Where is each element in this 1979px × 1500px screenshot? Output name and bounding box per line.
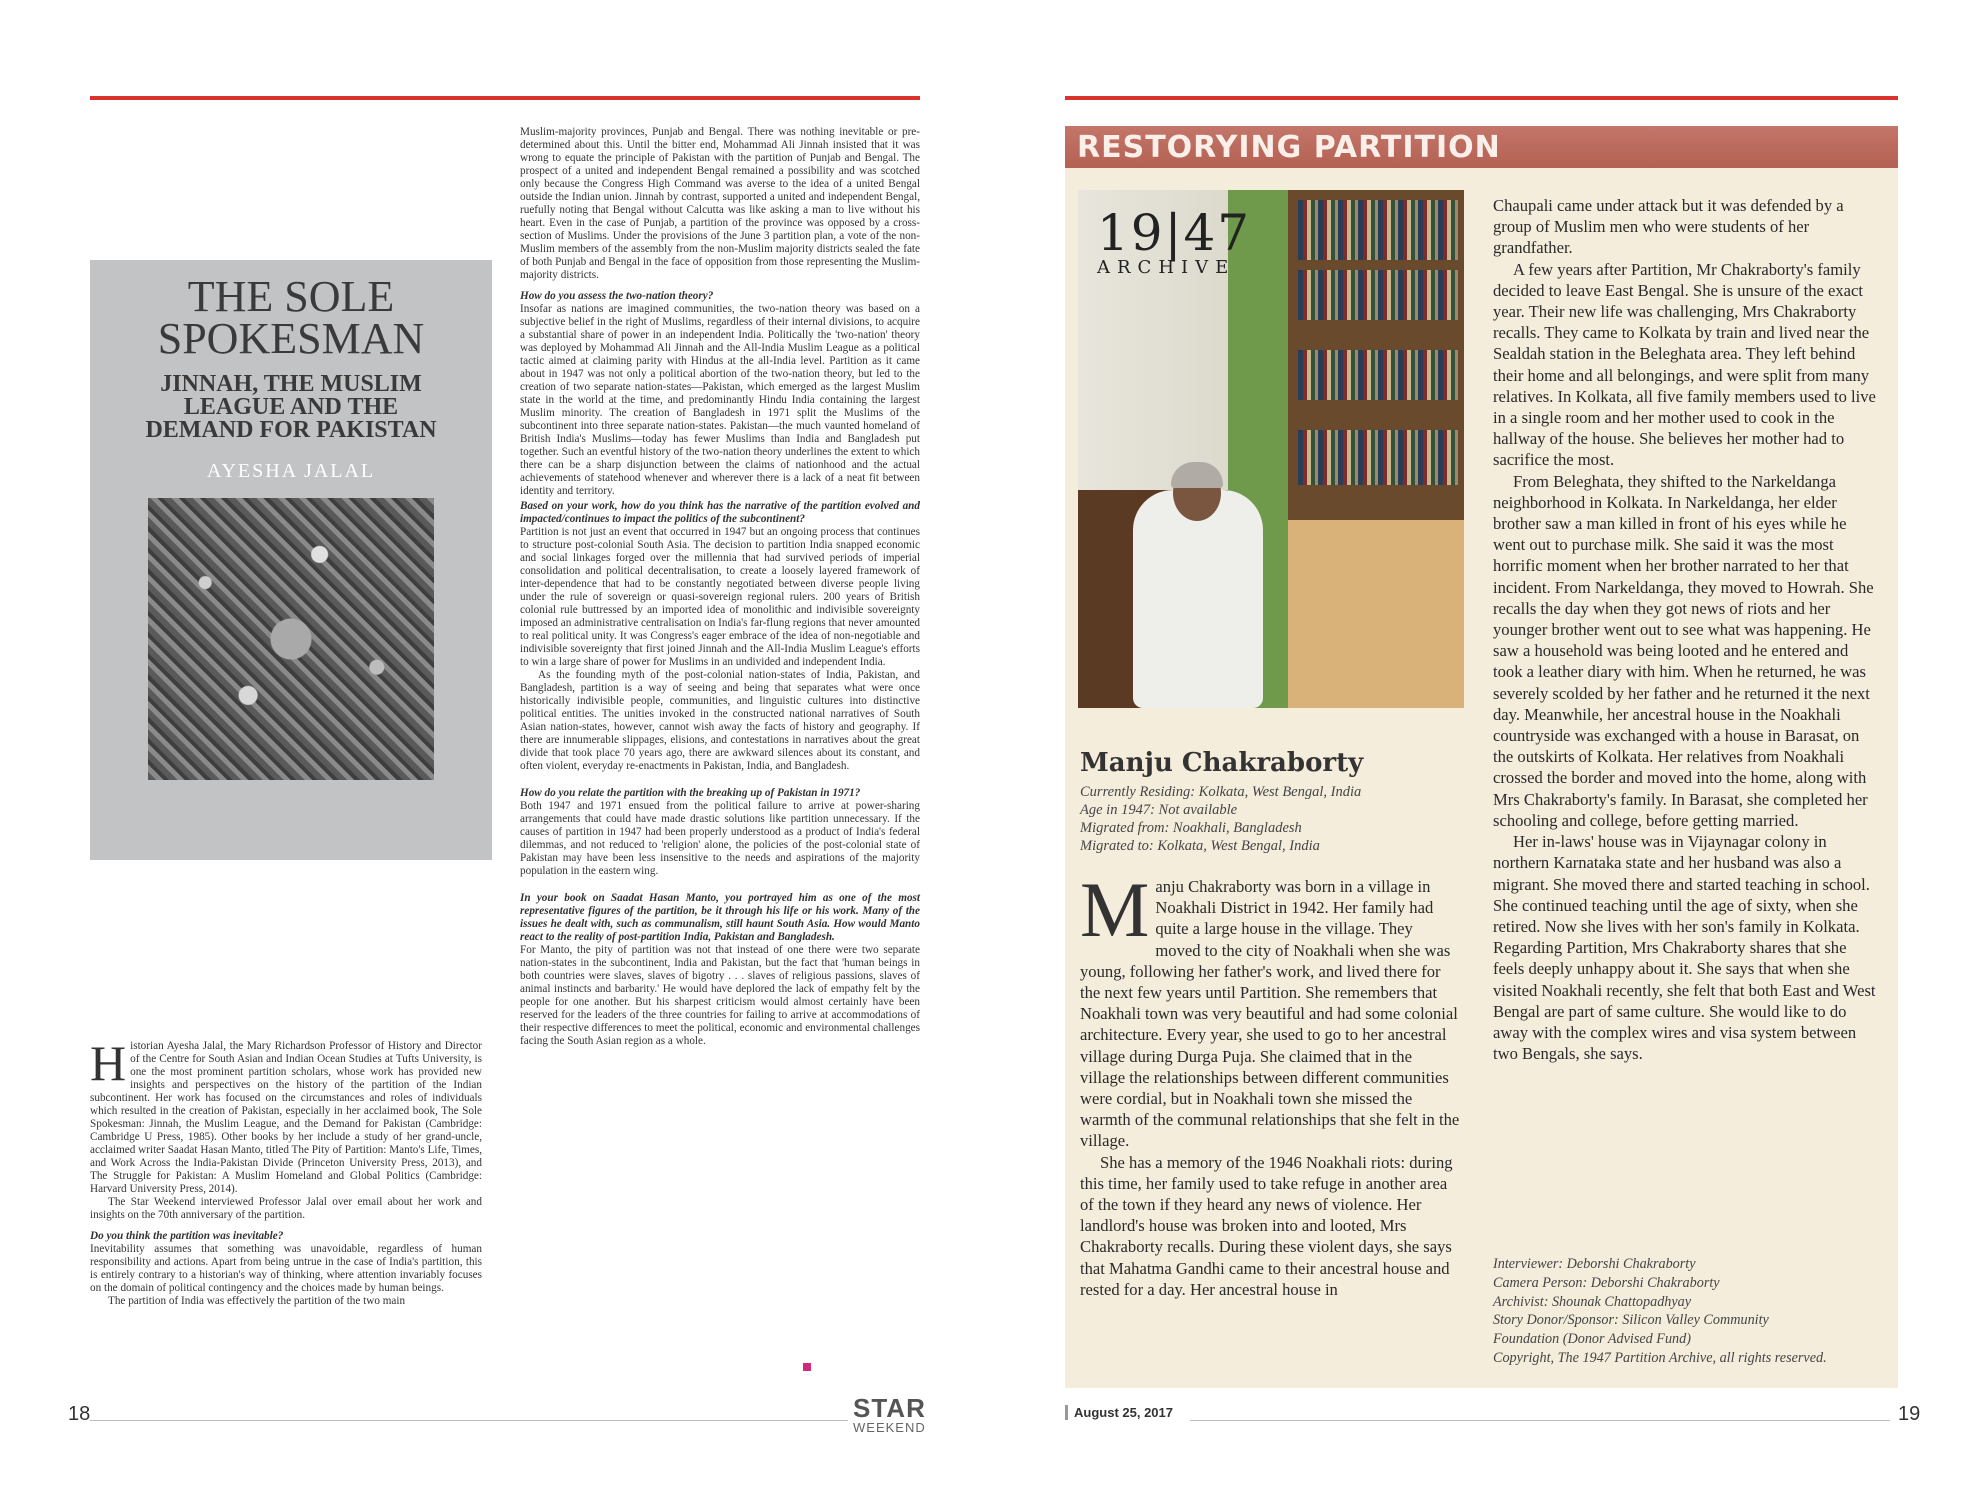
issue-date: August 25, 2017 — [1065, 1405, 1173, 1420]
answer-5: For Manto, the pity of partition was not that instead of one there were two separate nation-states in the subcontinent, India and Pakistan, but the fact that 'human beings in both countries were slaves, slaves of bigotry . . . slaves of religious passions, slaves of animal instincts and barbarity.' He would have deplored the lack of empathy felt by the people for one another. But his sharpest criticism would almost certainly have been reserved for the leaders of the three countries for failing to arrive at accommodations of their respective differences to meet the political, economic and environmental challenges facing the South Asian region as a whole. — [520, 944, 920, 1047]
answer-1: Inevitability assumes that something was unavoidable, regardless of human responsibility and actions. Apart from being untrue in the case of India's partition, this is entirely contrary to a historian's way of thinking, where attention invariably focuses on the domain of political contingency and the choices made by human beings. — [90, 1243, 482, 1294]
question-4: How do you relate the partition with the breaking up of Pakistan in 1971? — [520, 787, 861, 799]
meta-migrated-from: Migrated from: Noakhali, Bangladesh — [1080, 820, 1302, 836]
answer-1-continued: The partition of India was effectively the partition of the two main — [108, 1295, 406, 1307]
story-paragraph-1: anju Chakraborty was born in a village in Noakhali District in 1942. Her family had quite a large house in the village. They moved to the city of Noakhali when she was young, following her father's work, and lived there for the next few years until Partition. She remembers that Noakhali town was very beautiful and had some colonial architecture. Every year, she used to go to her ancestral village during Durga Puja. She claimed that in the village the relationships between different communities were cordial, but in Noakhali town she missed the warmth of the communal relationships that she felt in the village. — [1080, 877, 1460, 1151]
cover-photo — [148, 498, 434, 780]
meta-age: Age in 1947: Not available — [1080, 802, 1238, 818]
story-column-1 — [1080, 866, 1460, 1300]
footer-rule-right — [1190, 1420, 1890, 1421]
answer-3-continued: As the founding myth of the post-colonial nation-states of India, Pakistan, and Bangladesh, partition is a way of seeing and being that separates what were once historically indivisible people, communities, and linguistic cultures into distinctive political entities. The unities invoked in the constructed national narratives of South Asian nation-states, however, cannot wish away the facts of history and geography. If there are innumerable slippages, elisions, and contestations in narratives about the great divide that took place 70 years ago, there are awkward silences about its constant, and often violent, everyday re-enactments in Pakistan, India, and Bangladesh. — [520, 669, 920, 772]
weekend-logo: WEEKEND — [853, 1420, 926, 1435]
col2-paragraph-1: Muslim-majority provinces, Punjab and Bengal. There was nothing inevitable or pre-determined about this. Until the bitter end, Mohammad Ali Jinnah insisted that it was wrong to equate the principle of Pakistan with the partition of Punjab and Bengal. The prospect of a united and independent Bengal remained a possibility and was scotched only because the Congress High Command was averse to the idea of a united Bengal outside the Indian union. Jinnah by contrast, supported a united and independent Bengal, ruefully noting that Bengal without Calcutta was like asking a man to live without his heart. Even in the case of Punjab, a partition of the province was opposed by a cross-section of Muslims. Under the provisions of the June 3 partition plan, a vote of the non-Muslim members of the assembly from the non-Muslim majority districts sealed the fate of both Punjab and Bengal in the face of opposition from those representing the Muslim-majority districts. — [520, 126, 920, 281]
credit-camera: Camera Person: Deborshi Chakraborty — [1493, 1274, 1720, 1291]
question-5: In your book on Saadat Hasan Manto, you portrayed him as one of the most representative figures of the partition, be it through his life or his work. Many of the issues he dealt with, such as communalism, still haunt South Asia. How would Manto react to the reality of post-partition India, Pakistan and Bangladesh. — [520, 892, 920, 943]
dropcap-m: M — [1080, 866, 1150, 953]
credit-archivist: Archivist: Shounak Chattopadhyay — [1493, 1293, 1692, 1310]
credit-sponsor: Story Donor/Sponsor: Silicon Valley Community — [1493, 1312, 1769, 1329]
star-logo: STAR — [853, 1393, 926, 1423]
photo-books-row4 — [1298, 430, 1458, 485]
photo-books-row2 — [1298, 270, 1458, 320]
cover-subtitle-line2: LEAGUE AND THE — [183, 394, 399, 420]
logo-year-b: 47 — [1183, 204, 1252, 262]
article-column-2 — [520, 126, 920, 1048]
photo-person — [1133, 490, 1263, 708]
photo-books-row1 — [1298, 200, 1458, 260]
story-paragraph-4: A few years after Partition, Mr Chakraborty's family decided to leave East Bengal. She is unsure of the exact year. Their new life was challenging, Mrs Chakraborty recalls. They came to Kolkata by train and lived near the Sealdah station in the Beleghata area. They left behind their home and all belongings, and were split from many relatives. In Kolkata, all five family members used to live in a single room and her mother used to cook in the hallway of the house. She believes her mother had to sacrifice the most. — [1493, 259, 1876, 470]
article-column-1 — [90, 1035, 482, 1308]
credits — [1493, 1255, 1827, 1368]
logo-year-a: 19 — [1097, 204, 1165, 262]
section-banner — [1065, 126, 1898, 168]
footer-rule-left — [90, 1420, 848, 1421]
credit-interviewer: Interviewer: Deborshi Chakraborty — [1493, 1256, 1696, 1272]
story-paragraph-6: Her in-laws' house was in Vijaynagar colony in northern Karnataka state and her husband was also a migrant. She moved there and started teaching in school. She continued teaching until the age of sixty, when she retired. Now she lives with her son's family in Kolkata. Regarding Partition, Mrs Chakraborty shares that she feels deeply unhappy about it. She says that when she visited Noakhali recently, she felt that both East and West Bengal are part of same culture. She would like to do away with the complex wires and visa system between two Bengals, she says. — [1493, 832, 1876, 1064]
question-3: Based on your work, how do you think has the narrative of the partition evolved and impacted/continues to impact the politics of the subcontinent? — [520, 500, 920, 525]
dropcap-h: H — [90, 1035, 127, 1091]
top-rule-right — [1065, 96, 1898, 100]
subject-meta — [1080, 783, 1361, 855]
intro-paragraph: istorian Ayesha Jalal, the Mary Richardson Professor of History and Director of the Centre for South Asian and Indian Ocean Studies at Tufts University, is one the most prominent partition scholars, whose work has provided new insights and perspectives on the history of the partition of the Indian subcontinent. Her work has focused on the circumstances and roles of individuals which resulted in the creation of Pakistan, especially in her acclaimed book, The Sole Spokesman: Jinnah, the Muslim League, and the Demand for Pakistan (Cambridge: Cambridge U Press, 1985). Other books by her include a study of her grand-uncle, acclaimed writer Saadat Hasan Manto, titled The Pity of Partition: Manto's Life, Times, and Work Across the India-Pakistan Divide (Princeton University Press, 2013), and The Struggle for Pakistan: A Muslim Homeland and Global Politics (Cambridge: Harvard University Press, 2014). — [90, 1040, 482, 1195]
subject-name: Manju Chakraborty — [1080, 748, 1364, 778]
page-number-right: 19 — [1898, 1403, 1921, 1425]
meta-migrated-to: Migrated to: Kolkata, West Bengal, India — [1080, 838, 1320, 854]
story-paragraph-3: Chaupali came under attack but it was defended by a group of Muslim men who were students of her grandfather. — [1493, 196, 1844, 258]
end-mark — [803, 1363, 811, 1371]
answer-2: Insofar as nations are imagined communities, the two-nation theory was based on a subjective belief in the right of Muslims, regardless of their internal divisions, to acquire a substantial share of power in an independent India. Politically the 'two-nation' theory was deployed by Mohammad Ali Jinnah and the All-India Muslim League as a political tactic aimed at claiming parity with Hindus at the all-India level. Partition as it came about in 1947 was not only a political abortion of the two-nation theory, but led to the creation of two separate nation-states—Pakistan, which emerged as the largest Muslim state in the world at the time, and predominantly Hindu India containing the largest Muslim minority. The creation of Bangladesh in 1971 split the Muslims of the subcontinent into three separate nation-states. Pakistan—the much vaunted homeland of British India's Muslims—today has fewer Muslims than India and Bangladesh put together. Such an eventful history of the two-nation theory underlines the extent to which there can be a sharp disjunction between the claims of nationhood and the actual achievements of statehood whenever and wherever there is a lack of a neat fit between identity and territory. — [520, 303, 920, 497]
story-paragraph-5: From Beleghata, they shifted to the Narkeldanga neighborhood in Kolkata. In Narkeldanga, her elder brother saw a man killed in front of his eyes while he went out to purchase milk. She said it was the most horrific moment when her brother narrated to her that incident. From Narkeldanga, they moved to Howrah. She recalls the day when they got news of riots and her younger brother went out to see what was happening. He saw a household was being looted and he entered and took a leather diary with him. When he returned, he was severely scolded by her father and he returned it the next day. Meanwhile, her ancestral house in the Noakhali countryside was exchanged with a house in Barasat, on the outskirts of Kolkata. Her relatives from Noakhali crossed the border and moved into the home, along with Mrs Chakraborty's family. In Barasat, she completed her schooling and college, before getting married. — [1493, 471, 1874, 830]
cover-author: AYESHA JALAL — [206, 460, 376, 482]
credit-copyright: Copyright, The 1947 Partition Archive, all rights reserved. — [1493, 1349, 1827, 1366]
story-column-2 — [1493, 195, 1876, 1064]
cover-subtitle-line3: DEMAND FOR PAKISTAN — [145, 417, 437, 443]
answer-4: Both 1947 and 1971 ensued from the political failure to arrive at power-sharing arrangements that could have made drastic solutions like partition unnecessary. If the causes of partition in 1947 had been properly understood as a product of India's federal dilemmas, and not reduced to 'religion' alone, the policies of the post-colonial state of Pakistan may have been less insensitive to the needs and aspirations of the majority population in the eastern wing. — [520, 800, 920, 877]
cover-title-line2: SPOKESMAN — [157, 314, 425, 363]
question-1: Do you think the partition was inevitable? — [90, 1230, 284, 1242]
meta-residing: Currently Residing: Kolkata, West Bengal, India — [1080, 784, 1362, 800]
credit-sponsor-cont: Foundation (Donor Advised Fund) — [1493, 1331, 1691, 1348]
photo-cabinet — [1288, 520, 1464, 708]
logo-divider: | — [1164, 204, 1184, 262]
book-cover-image — [90, 260, 492, 860]
partition-archive-logo — [1097, 204, 1252, 278]
intro-paragraph-2: The Star Weekend interviewed Professor Jalal over email about her work and insights on the 70th anniversary of the partition. — [90, 1196, 482, 1221]
answer-3: Partition is not just an event that occurred in 1947 but an ongoing process that continues to structure post-colonial South Asia. The decision to partition India snapped economic and social linkages forged over the millennia that had survived periods of imperial consolidation and political decentralisation, to create a loosely layered framework of inter-dependence that had to be constantly negotiated between diverse people living under the rule of sovereign or quasi-sovereign regional rulers. 200 years of British colonial rule buttressed by an imported idea of monolithic and indivisible sovereignty imposed an administrative centralisation on India's far-flung regions that never amounted to real political unity. It was Congress's eager embrace of the idea of non-negotiable and indivisible sovereignty that first joined Jinnah and the All-India Muslim League's efforts to win a large share of power for Muslims in an undivided and independent India. — [520, 526, 920, 668]
cover-title-line1: THE SOLE — [187, 272, 395, 321]
top-rule-left — [90, 96, 920, 100]
cover-subtitle-line1: JINNAH, THE MUSLIM — [160, 371, 422, 397]
logo-archive-text: ARCHIVE — [1097, 257, 1236, 278]
photo-books-row3 — [1298, 350, 1458, 400]
banner-title: RESTORYING PARTITION — [1077, 130, 1501, 165]
page-number-left: 18 — [68, 1403, 91, 1425]
story-paragraph-2: She has a memory of the 1946 Noakhali riots: during this time, her family used to take refuge in another area of the town if they heard any news of violence. Her landlord's house was broken into and looted, Mrs Chakraborty recalls. During these violent days, she says that Mahatma Gandhi came to their ancestral house and rested for a day. Her ancestral house in — [1080, 1152, 1453, 1299]
question-2: How do you assess the two-nation theory? — [520, 290, 714, 302]
